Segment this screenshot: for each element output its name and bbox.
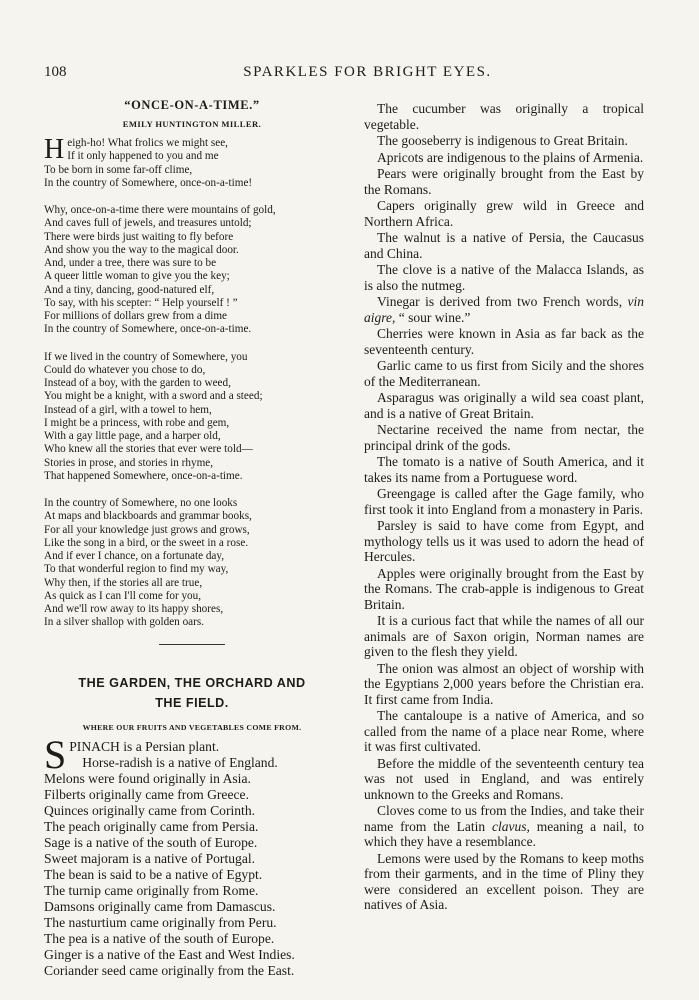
paragraph-lemons: Lemons were used by the Romans to keep moths from their garments, and in the time of Pliny they were considered an excellent poison. They are natives of Asia. [364,850,644,912]
paragraph: Sage is a native of the south of Europe. [44,834,258,850]
poem-line: In the country of Somewhere, no one looks [44,497,238,509]
poem-line: And show you the way to the magical door. [44,243,239,256]
paragraph: The nasturtium came originally from Peru. [44,914,277,930]
poem-line: Instead of a girl, with a towel to hem, [44,403,212,416]
poem-line: Why, once-on-a-time there were mountains of gold, [44,204,276,216]
paragraph: Apricots are indigenous to the plains of Armenia. [377,149,644,165]
poem-line: In a silver shallop with golden oars. [44,616,205,629]
poem-line: At maps and blackboards and grammar books, [44,510,252,523]
poem-line: Could do whatever you chose to do, [44,363,206,376]
paragraph: Before the middle of the seventeenth century tea was not used in England, and was entirely unknown to the Greeks and Romans. [364,755,644,802]
paragraph: The gooseberry is indigenous to Great Britain. [377,133,628,148]
poem-dropcap: H [44,134,65,165]
paragraph: It is a curious fact that while the names of all our animals are of Saxon origin, Norman names are given to the flesh they yield. [364,613,644,659]
section-divider [159,644,225,645]
paragraph: Quinces originally came from Corinth. [44,802,256,818]
poem-line: Why then, if the stories all are true, [44,576,203,589]
poem-line: With a gay little page, and a harper old, [44,430,221,442]
paragraph: The peach originally came from Persia. [44,818,259,834]
paragraph: Melons were found originally in Asia. [44,770,251,786]
vinegar-tail: “ sour wine.” [395,309,471,325]
paragraph: Asparagus was originally a wild sea coast plant, and is a native of Great Britain. [364,390,644,421]
poem-line: Stories in prose, and stories in rhyme, [44,456,214,469]
left-prose [44,731,340,979]
poem-line: And caves full of jewels, and treasures untold; [44,217,252,230]
section-subtitle: WHERE OUR FRUITS AND VEGETABLES COME FROM. [82,722,302,732]
paragraph: Ginger is a native of the East and West Indies. [44,946,295,962]
poem-author: EMILY HUNTINGTON MILLER. [122,119,262,129]
poem-line: eigh-ho! What frolics we might see, [67,137,228,149]
paragraph: Horse-radish is a native of England. [82,754,278,770]
first-paragraph-text: PINACH is a Persian plant. [69,738,220,754]
poem-line: If we lived in the country of Somewhere, you [44,350,248,363]
poem-stanza-1 [44,134,340,190]
poem-line: For millions of dollars grew from a dime [44,310,228,322]
section-title [44,673,340,713]
paragraph: The bean is said to be a native of Egypt. [44,866,263,882]
poem-line: Instead of a boy, with the garden to weed, [44,377,231,389]
running-title: SPARKLES FOR BRIGHT EYES. [243,64,492,80]
paragraph: Cherries were known in Asia as far back as the seventeenth century. [364,326,644,357]
paragraph: The turnip came originally from Rome. [44,882,259,898]
cloves-italic: clavus, [492,818,530,834]
paragraph: The walnut is a native of Persia, the Caucasus and China. [364,230,644,261]
poem-line: To that wonderful region to find my way, [44,563,229,576]
paragraph: Greengage is called after the Gage family, who first took it into England from a monastery in Paris. [364,486,644,517]
paragraph: Pears were originally brought from the East by the Romans. [364,166,644,197]
poem-stanza-3 [44,351,340,484]
poem-line: A queer little woman to give you the key; [44,270,230,283]
poem-line: For all your knowledge just grows and grows, [44,523,250,536]
poem-line: That happened Somewhere, once-on-a-time. [44,469,243,482]
paragraph: Apples were originally brought from the East by the Romans. The crab-apple is indigenous to Great Britain. [364,565,644,612]
vinegar-lead: Vinegar is derived from two French words, [377,294,623,309]
section-title-line-2: THE FIELD. [155,695,229,710]
poem-line: To say, with his scepter: “ Help yourself ! ” [44,296,238,309]
left-column [44,92,340,979]
poem-line: Like the song in a bird, or the sweet in a rose. [44,536,249,549]
cloves-tail: meaning a nail, to which they have a resemblance. [364,818,644,849]
paragraph-vinegar [364,294,644,325]
right-column [364,101,644,914]
paragraph: The onion was almost an object of worship with the Egyptians 2,000 years before the Christian era. It first came from India. [364,660,644,707]
poem-line: I might be a princess, with robe and gem, [44,416,230,429]
page-number: 108 [44,64,67,80]
section-dropcap: S [44,731,67,777]
paragraph: Filberts originally came from Greece. [44,786,249,802]
poem-line: As quick as I can I'll come for you, [44,589,202,602]
paragraph: The pea is a native of the south of Europe. [44,930,275,946]
section-title-line-1: THE GARDEN, THE ORCHARD AND [78,675,306,690]
poem-stanza-4 [44,497,340,630]
paragraph: The cantaloupe is a native of America, and so called from the name of a place near Rome, where it was first cultivated. [364,708,644,754]
poem-title: “ONCE-ON-A-TIME.” [124,98,260,112]
paragraph: Coriander seed came originally from the East. [44,962,295,978]
poem-stanza-2 [44,204,340,337]
paragraph: Garlic came to us first from Sicily and the shores of the Mediterranean. [364,358,644,389]
paragraph-cloves [364,803,644,850]
paragraph: The tomato is a native of South America, and it takes its name from a Portuguese word. [364,454,644,485]
poem-line: There were birds just waiting to fly before [44,230,234,243]
poem-line: If it only happened to you and me [67,150,219,163]
paragraph: Nectarine received the name from nectar, the principal drink of the gods. [364,422,644,453]
cloves-lead: Cloves come to us from the Indies, and take their name from the Latin [364,803,644,834]
poem-line: To be born in some far-off clime, [44,163,193,176]
paragraph: Damsons originally came from Damascus. [44,898,276,914]
paragraph: The cucumber was originally a tropical vegetable. [364,101,644,132]
poem-line: In the country of Somewhere, once-on-a-time. [44,323,252,336]
poem-line: And, under a tree, there was sure to be [44,257,217,269]
vinegar-italic: vin aigre, [364,294,645,325]
poem-line: And we'll row away to its happy shores, [44,603,224,615]
paragraph: The clove is a native of the Malacca Islands, as is also the nutmeg. [364,262,644,293]
paragraph: Capers originally grew wild in Greece and Northern Africa. [364,198,644,229]
poem-line: You might be a knight, with a sword and a steed; [44,390,263,403]
poem-line: Who knew all the stories that ever were told— [44,443,253,456]
poem-line: And if ever I chance, on a fortunate day, [44,550,225,562]
paragraph: Parsley is said to have come from Egypt, and mythology tells us it was used to adorn the head of Hercules. [364,518,644,564]
poem-line: In the country of Somewhere, once-on-a-time! [44,176,253,189]
paragraph: Sweet majoram is a native of Portugal. [44,850,256,866]
poem-line: And a tiny, dancing, good-natured elf, [44,283,215,296]
